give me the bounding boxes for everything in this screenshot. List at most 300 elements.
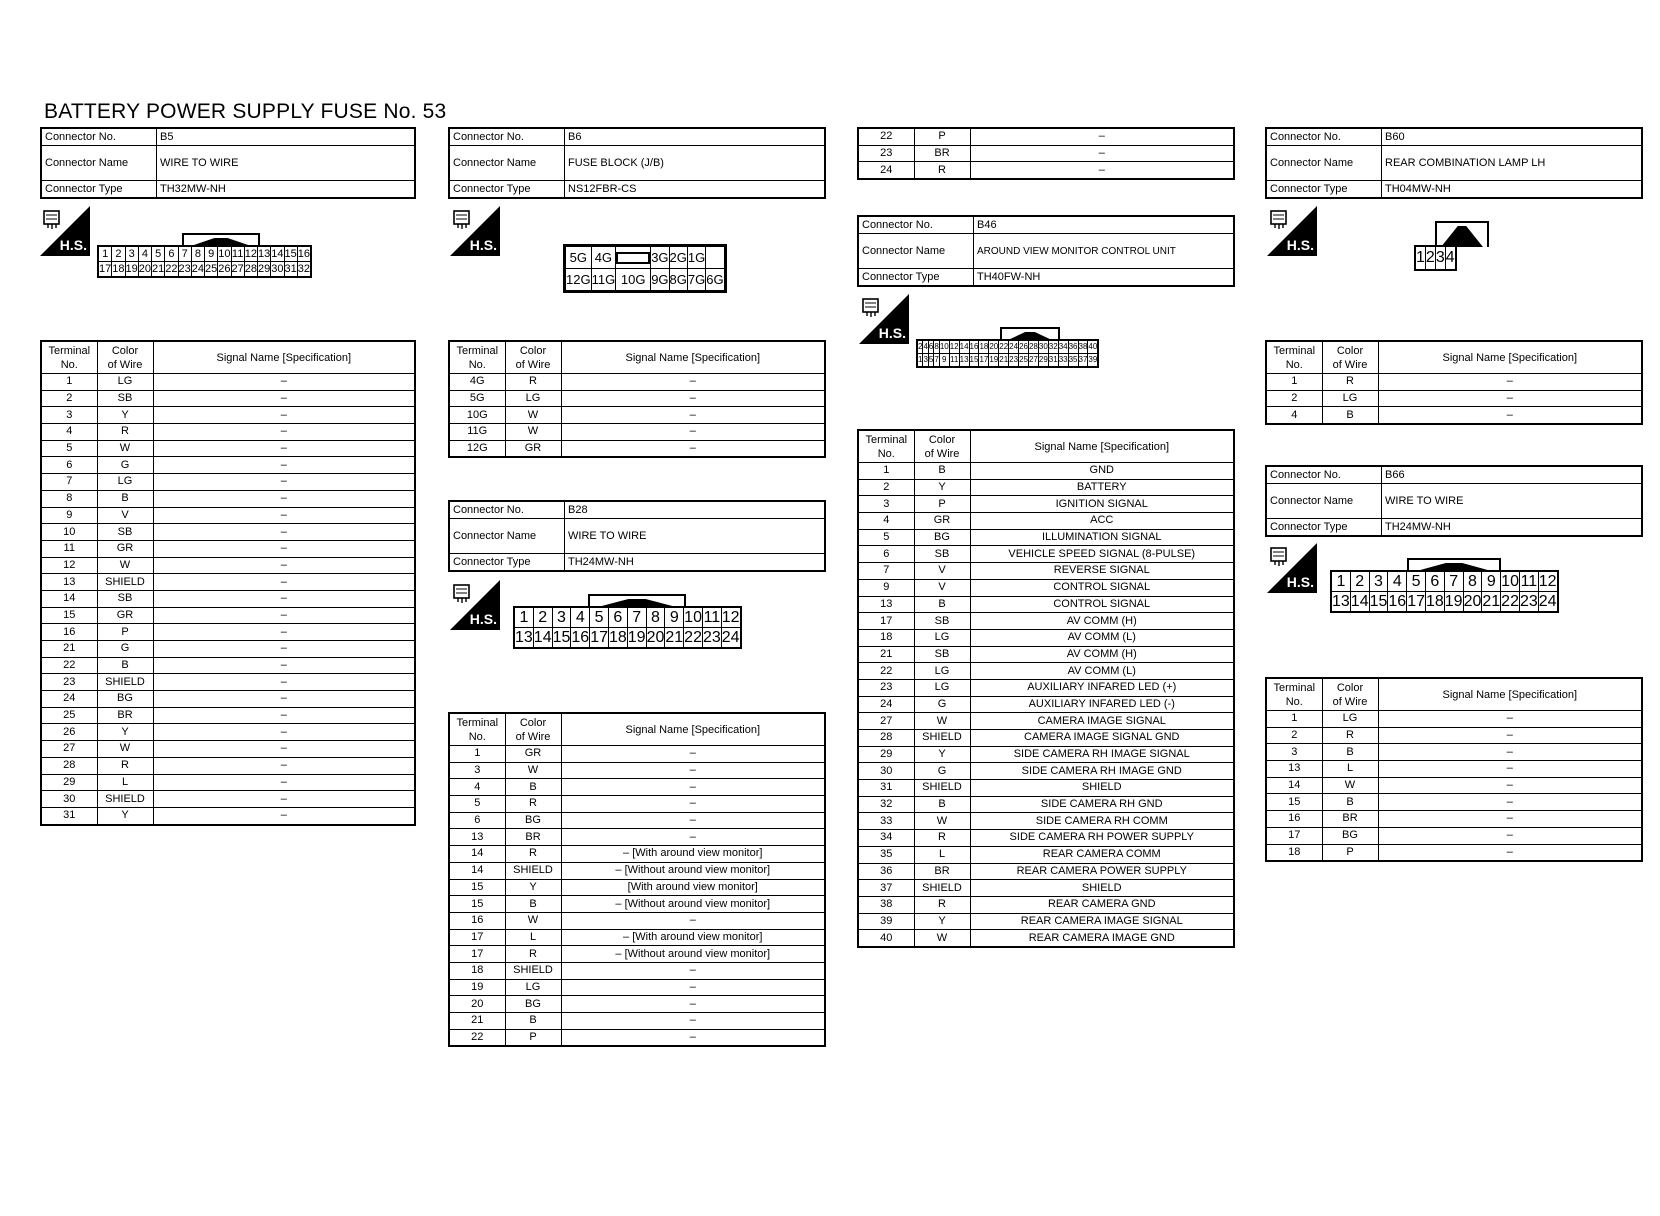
signal-name-cell: – <box>153 707 415 724</box>
connector-pin: 15 <box>1369 592 1388 613</box>
connector-name-value: WIRE TO WIRE <box>1382 484 1643 519</box>
terminal-no-cell: 29 <box>858 746 914 763</box>
wire-color-cell: BR <box>97 707 153 724</box>
wire-color-cell: W <box>914 713 970 730</box>
connector-pin: 27 <box>231 262 244 278</box>
terminal-no-cell: 38 <box>858 896 914 913</box>
connector-pin: 5G <box>565 246 592 269</box>
connector-pin: 12 <box>1538 572 1557 590</box>
wire-color-cell: GR <box>97 540 153 557</box>
connector-info-b28 <box>448 500 826 572</box>
terminal-no-cell: 4 <box>858 513 914 530</box>
table-row <box>41 557 415 574</box>
connector-pin: 18 <box>1425 592 1444 613</box>
connector-pin: 16 <box>571 628 590 649</box>
signal-name-cell: – <box>561 390 825 407</box>
signal-name-cell: – <box>153 741 415 758</box>
signal-name-cell: – <box>561 1013 825 1030</box>
connector-pin: 18 <box>979 340 989 354</box>
terminal-no-cell: 3 <box>41 407 97 424</box>
terminal-no-cell: 23 <box>858 145 914 162</box>
signal-name-cell: SIDE CAMERA RH GND <box>970 796 1234 813</box>
wire-color-cell: R <box>914 896 970 913</box>
table-row <box>858 128 1234 145</box>
table-row <box>858 796 1234 813</box>
table-row <box>449 812 825 829</box>
connector-pin: 21 <box>665 628 684 649</box>
connector-pin: 19 <box>1444 592 1463 613</box>
terminal-table-b66 <box>1265 677 1643 862</box>
wire-color-cell: LG <box>1322 711 1378 728</box>
signal-name-cell: – <box>561 746 825 763</box>
signal-name-cell: – <box>561 912 825 929</box>
signal-name-cell: – <box>153 374 415 391</box>
connector-pin: 39 <box>1088 354 1098 368</box>
signal-name-cell: – <box>153 774 415 791</box>
signal-name-cell: – <box>153 657 415 674</box>
connector-pin: 23 <box>178 262 191 278</box>
terminal-no-cell: 17 <box>449 929 505 946</box>
signal-name-cell: – [Without around view monitor] <box>561 862 825 879</box>
signal-name-cell: CAMERA IMAGE SIGNAL <box>970 713 1234 730</box>
connector-no-label: Connector No. <box>1266 466 1382 484</box>
terminal-no-cell: 35 <box>858 846 914 863</box>
signal-name-cell: REAR CAMERA POWER SUPPLY <box>970 863 1234 880</box>
connector-pin: 17 <box>98 262 112 278</box>
connector-info-b60 <box>1265 127 1643 199</box>
connector-type-label: Connector Type <box>1266 181 1382 199</box>
connector-pin: 4 <box>138 246 151 262</box>
table-row <box>1266 374 1642 391</box>
connector-pin: 12G <box>565 269 592 292</box>
wire-color-cell: SB <box>97 390 153 407</box>
terminal-no-cell: 34 <box>858 830 914 847</box>
table-row <box>858 830 1234 847</box>
signal-name-cell: – <box>153 440 415 457</box>
terminal-no-header: Terminal No. <box>449 341 505 374</box>
table-row <box>449 862 825 879</box>
connector-pin: 16 <box>1388 592 1407 613</box>
signal-name-cell: ILLUMINATION SIGNAL <box>970 529 1234 546</box>
table-row <box>41 490 415 507</box>
signal-name-cell: – [With around view monitor] <box>561 846 825 863</box>
terminal-no-cell: 15 <box>449 879 505 896</box>
hs-harness-side-icon <box>1267 543 1317 593</box>
signal-name-cell: – <box>561 962 825 979</box>
table-row <box>858 145 1234 162</box>
terminal-no-cell: 28 <box>41 757 97 774</box>
signal-name-cell: – <box>970 128 1234 145</box>
signal-name-cell: SIDE CAMERA RH IMAGE SIGNAL <box>970 746 1234 763</box>
connector-pin: 9G <box>651 269 669 292</box>
signal-name-cell: SHIELD <box>970 780 1234 797</box>
connector-pin: 26 <box>1019 340 1029 354</box>
signal-name-cell: – <box>153 724 415 741</box>
color-of-wire-header: Color of Wire <box>1322 341 1378 374</box>
table-row <box>449 407 825 424</box>
wire-color-cell: R <box>97 424 153 441</box>
table-row <box>1266 794 1642 811</box>
table-row <box>858 579 1234 596</box>
table-row <box>858 930 1234 947</box>
signal-name-cell: – <box>153 691 415 708</box>
table-row <box>41 607 415 624</box>
terminal-no-cell: 4G <box>449 374 505 391</box>
wire-color-cell: BG <box>505 812 561 829</box>
wire-color-cell: GR <box>914 513 970 530</box>
wire-color-cell: Y <box>914 479 970 496</box>
wire-color-cell: L <box>914 846 970 863</box>
connector-pin: 32 <box>1048 340 1058 354</box>
connector-pin: 2 <box>112 246 125 262</box>
wire-color-cell: V <box>914 579 970 596</box>
signal-name-cell: – <box>153 757 415 774</box>
connector-pin: 10 <box>684 608 702 626</box>
connector-pin: 19 <box>125 262 138 278</box>
signal-name-cell: SIDE CAMERA RH COMM <box>970 813 1234 830</box>
terminal-no-cell: 24 <box>858 696 914 713</box>
wire-color-cell: BG <box>914 529 970 546</box>
hs-harness-side-icon <box>450 206 500 256</box>
connector-pin: 37 <box>1078 354 1088 368</box>
connector-pin: 1G <box>687 246 705 269</box>
terminal-no-cell: 2 <box>1266 390 1322 407</box>
signal-name-header: Signal Name [Specification] <box>1378 678 1642 711</box>
wire-color-cell: SB <box>97 590 153 607</box>
table-row <box>41 424 415 441</box>
terminal-no-cell: 13 <box>41 574 97 591</box>
hs-harness-side-icon <box>40 206 90 256</box>
table-row <box>449 390 825 407</box>
wire-color-cell: BR <box>914 863 970 880</box>
terminal-no-cell: 18 <box>858 629 914 646</box>
connector-pin: 20 <box>138 262 151 278</box>
connector-pin: 16 <box>969 340 979 354</box>
terminal-no-header: Terminal No. <box>1266 678 1322 711</box>
terminal-no-cell: 22 <box>449 1029 505 1046</box>
wire-color-cell: BG <box>505 996 561 1013</box>
wire-color-cell: G <box>914 696 970 713</box>
terminal-no-cell: 16 <box>1266 811 1322 828</box>
signal-name-cell: – <box>153 807 415 824</box>
wire-color-cell: BR <box>505 829 561 846</box>
signal-name-cell: – <box>153 791 415 808</box>
table-row <box>41 440 415 457</box>
signal-name-cell: – <box>1378 827 1642 844</box>
table-row <box>41 474 415 491</box>
connector-pin: 13 <box>514 628 533 649</box>
connector-pin: 5 <box>152 246 165 262</box>
wire-color-cell: B <box>1322 794 1378 811</box>
wire-color-cell: LG <box>505 979 561 996</box>
wire-color-cell: P <box>505 1029 561 1046</box>
signal-name-cell: – <box>153 557 415 574</box>
table-row <box>449 946 825 963</box>
wire-color-cell: R <box>505 946 561 963</box>
connector-no-label: Connector No. <box>41 128 157 146</box>
signal-name-cell: REAR CAMERA IMAGE GND <box>970 930 1234 947</box>
connector-pin: 13 <box>959 354 969 368</box>
signal-name-cell: IGNITION SIGNAL <box>970 496 1234 513</box>
signal-name-cell: – <box>153 474 415 491</box>
connector-pin: 8 <box>1463 571 1482 592</box>
connector-pin: 9 <box>1482 571 1501 592</box>
signal-name-cell: – <box>561 812 825 829</box>
table-row <box>858 746 1234 763</box>
signal-name-cell: SHIELD <box>970 880 1234 897</box>
connector-pin: 3 <box>923 354 928 368</box>
table-row <box>1266 844 1642 861</box>
signal-name-cell: ACC <box>970 513 1234 530</box>
signal-name-header: Signal Name [Specification] <box>153 341 415 374</box>
terminal-no-cell: 2 <box>1266 727 1322 744</box>
table-row <box>1266 777 1642 794</box>
table-row <box>449 996 825 1013</box>
wire-color-cell: BG <box>97 691 153 708</box>
table-row <box>41 791 415 808</box>
wire-color-cell: W <box>1322 777 1378 794</box>
connector-pin: 11G <box>591 269 616 292</box>
connector-pin: 25 <box>1019 354 1029 368</box>
connector-no-value: B5 <box>157 128 416 146</box>
wire-color-cell: B <box>1322 407 1378 424</box>
wire-color-cell: BR <box>1322 811 1378 828</box>
table-row <box>858 646 1234 663</box>
signal-name-cell: – <box>561 796 825 813</box>
table-row <box>41 774 415 791</box>
wire-color-cell: R <box>914 830 970 847</box>
wire-color-cell: W <box>97 557 153 574</box>
connector-pin: 2 <box>1350 571 1369 592</box>
connector-pin: 4 <box>1445 246 1455 270</box>
connector-info-b46 <box>857 215 1235 287</box>
signal-name-cell: – [Without around view monitor] <box>561 896 825 913</box>
table-row <box>41 524 415 541</box>
connector-pin: 3 <box>552 607 571 628</box>
connector-type-value: TH32MW-NH <box>157 181 416 199</box>
terminal-no-cell: 36 <box>858 863 914 880</box>
signal-name-cell: – <box>1378 390 1642 407</box>
connector-pin: 5 <box>590 607 609 628</box>
connector-pin: 13 <box>1331 592 1350 613</box>
connector-pin: 10G <box>616 269 651 292</box>
terminal-no-cell: 5 <box>449 796 505 813</box>
terminal-no-cell: 2 <box>41 390 97 407</box>
connector-pin: 38 <box>1078 340 1088 354</box>
terminal-no-cell: 17 <box>449 946 505 963</box>
connector-pin: 29 <box>258 262 271 278</box>
connector-name-value: AROUND VIEW MONITOR CONTROL UNIT <box>974 234 1235 269</box>
connector-pin: 22 <box>999 340 1009 354</box>
color-of-wire-header: Color of Wire <box>914 430 970 463</box>
wire-color-cell: R <box>1322 727 1378 744</box>
connector-pin: 31 <box>284 262 297 278</box>
connector-pin: 1 <box>98 246 112 262</box>
terminal-no-cell: 13 <box>1266 761 1322 778</box>
terminal-no-cell: 16 <box>449 912 505 929</box>
connector-pin: 2 <box>917 340 923 354</box>
wire-color-cell: B <box>1322 744 1378 761</box>
hs-label: H.S. <box>878 325 906 341</box>
signal-name-cell: – <box>1378 407 1642 424</box>
wire-color-cell: LG <box>505 390 561 407</box>
terminal-no-cell: 4 <box>1266 407 1322 424</box>
table-row <box>41 657 415 674</box>
connector-name-label: Connector Name <box>41 146 157 181</box>
wire-color-cell: LG <box>1322 390 1378 407</box>
wire-color-cell: B <box>505 779 561 796</box>
table-row <box>449 929 825 946</box>
connector-pin-grid <box>97 245 312 278</box>
connector-pin: 14 <box>959 340 969 354</box>
terminal-no-cell: 16 <box>41 624 97 641</box>
terminal-no-cell: 40 <box>858 930 914 947</box>
hs-harness-side-icon <box>1267 206 1317 256</box>
connector-pin: 3 <box>1435 246 1445 270</box>
table-row <box>41 641 415 658</box>
wire-color-cell: SB <box>914 646 970 663</box>
wire-color-cell: R <box>1322 374 1378 391</box>
page-title: BATTERY POWER SUPPLY FUSE No. 53 <box>44 100 447 123</box>
connector-pin: 11 <box>1520 572 1538 590</box>
connector-pin: 6 <box>928 340 933 354</box>
connector-pin: 24 <box>191 262 204 278</box>
table-row <box>41 590 415 607</box>
wire-color-cell: W <box>505 407 561 424</box>
connector-type-label: Connector Type <box>449 181 565 199</box>
terminal-no-cell: 22 <box>858 663 914 680</box>
connector-pin: 7 <box>1444 571 1463 592</box>
terminal-no-cell: 17 <box>858 613 914 630</box>
wire-color-cell: V <box>97 507 153 524</box>
terminal-no-cell: 3 <box>1266 744 1322 761</box>
connector-pin: 4 <box>923 340 928 354</box>
terminal-no-cell: 3 <box>449 762 505 779</box>
table-row <box>858 696 1234 713</box>
wire-color-cell: SHIELD <box>914 880 970 897</box>
terminal-no-cell: 31 <box>858 780 914 797</box>
terminal-no-cell: 7 <box>858 563 914 580</box>
connector-pin: 10 <box>939 340 949 354</box>
connector-pin-grid <box>513 606 742 649</box>
table-row <box>858 730 1234 747</box>
hs-harness-side-icon <box>859 294 909 344</box>
connector-pin: 15 <box>552 628 571 649</box>
connector-pin: 7 <box>934 354 939 368</box>
terminal-no-cell: 33 <box>858 813 914 830</box>
table-row <box>858 896 1234 913</box>
connector-pin: 32 <box>297 262 311 278</box>
wire-color-cell: P <box>914 128 970 145</box>
connector-name-label: Connector Name <box>858 234 974 269</box>
table-row <box>449 879 825 896</box>
connector-pin: 14 <box>1350 592 1369 613</box>
connector-pin: 8 <box>191 246 204 262</box>
connector-pin: 20 <box>646 628 665 649</box>
wire-color-cell: R <box>505 374 561 391</box>
connector-pin: 7 <box>627 607 646 628</box>
terminal-no-cell: 1 <box>1266 374 1322 391</box>
table-row <box>449 1029 825 1046</box>
terminal-table-b6 <box>448 340 826 458</box>
wire-color-cell: LG <box>97 474 153 491</box>
connector-pin-grid <box>1414 245 1457 271</box>
wire-color-cell: G <box>97 641 153 658</box>
table-row <box>1266 827 1642 844</box>
terminal-no-cell: 12G <box>449 440 505 457</box>
wire-color-cell: LG <box>914 629 970 646</box>
signal-name-cell: – <box>561 979 825 996</box>
signal-name-cell: REAR CAMERA COMM <box>970 846 1234 863</box>
connector-name-label: Connector Name <box>449 519 565 554</box>
signal-name-cell: – <box>561 762 825 779</box>
wire-color-cell: B <box>914 596 970 613</box>
connector-pin: 14 <box>533 628 552 649</box>
table-row <box>449 762 825 779</box>
terminal-no-cell: 17 <box>1266 827 1322 844</box>
wire-color-cell: LG <box>914 663 970 680</box>
terminal-no-cell: 1 <box>449 746 505 763</box>
connector-pin: 23 <box>702 628 721 649</box>
connector-pin: 23 <box>1519 592 1538 613</box>
wire-color-cell: SHIELD <box>505 862 561 879</box>
terminal-no-cell: 6 <box>858 546 914 563</box>
signal-name-header: Signal Name [Specification] <box>561 341 825 374</box>
terminal-no-cell: 19 <box>449 979 505 996</box>
wire-color-cell: L <box>1322 761 1378 778</box>
connector-pin: 3 <box>125 246 138 262</box>
connector-pin: 22 <box>1501 592 1520 613</box>
table-row <box>449 962 825 979</box>
table-row <box>449 796 825 813</box>
wire-color-cell: L <box>505 929 561 946</box>
connector-pin: 30 <box>1038 340 1048 354</box>
table-row <box>41 807 415 824</box>
terminal-no-cell: 24 <box>858 162 914 179</box>
connector-pin: 21 <box>1482 592 1501 613</box>
signal-name-header: Signal Name [Specification] <box>561 713 825 746</box>
signal-name-cell: – <box>1378 761 1642 778</box>
terminal-no-header: Terminal No. <box>858 430 914 463</box>
connector-pin: 6 <box>165 246 178 262</box>
signal-name-cell: AUXILIARY INFARED LED (-) <box>970 696 1234 713</box>
table-row <box>858 663 1234 680</box>
connector-pin: 27 <box>1028 354 1038 368</box>
signal-name-cell: – <box>1378 777 1642 794</box>
terminal-no-header: Terminal No. <box>41 341 97 374</box>
terminal-no-cell: 29 <box>41 774 97 791</box>
terminal-no-cell: 3 <box>858 496 914 513</box>
connector-pin: 30 <box>271 262 284 278</box>
connector-name-value: REAR COMBINATION LAMP LH <box>1382 146 1643 181</box>
signal-name-cell: – <box>561 374 825 391</box>
wire-color-cell: GR <box>505 746 561 763</box>
hs-label: H.S. <box>1286 574 1314 590</box>
terminal-no-cell: 18 <box>1266 844 1322 861</box>
wire-color-cell: B <box>505 1013 561 1030</box>
signal-name-cell: VEHICLE SPEED SIGNAL (8-PULSE) <box>970 546 1234 563</box>
connector-pin: 31 <box>1048 354 1058 368</box>
table-row <box>1266 727 1642 744</box>
table-row <box>858 162 1234 179</box>
signal-name-cell: [With around view monitor] <box>561 879 825 896</box>
signal-name-cell: REAR CAMERA IMAGE SIGNAL <box>970 913 1234 930</box>
terminal-no-header: Terminal No. <box>1266 341 1322 374</box>
terminal-no-cell: 22 <box>858 128 914 145</box>
signal-name-cell: – <box>561 407 825 424</box>
connector-pin: 12 <box>949 340 959 354</box>
table-row <box>41 741 415 758</box>
